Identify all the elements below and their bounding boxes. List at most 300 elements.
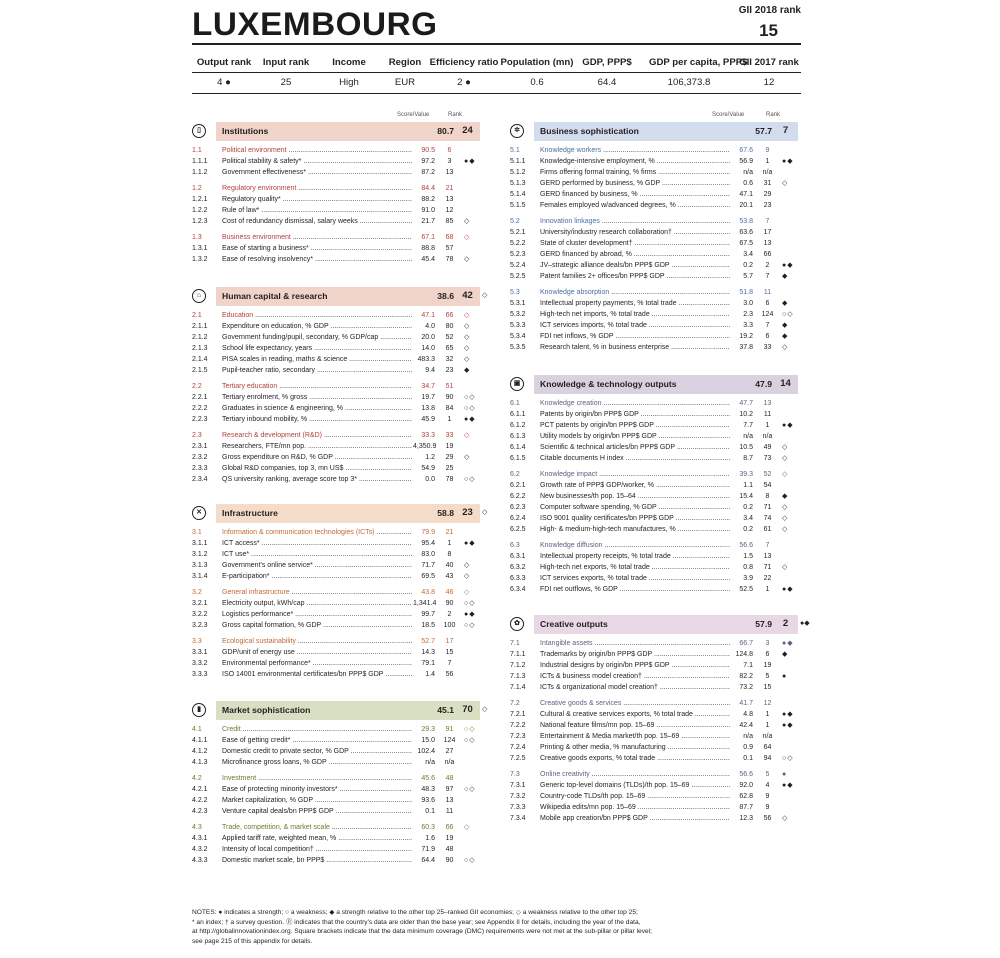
indicator-marker: ●◆	[782, 722, 794, 729]
indicator-row	[192, 735, 487, 746]
indicator-name: Mobile app creation/bn PPP$ GDP .....	[540, 813, 752, 824]
indicator-marker: ●◆	[782, 422, 794, 429]
indicator-rank: 66	[445, 824, 454, 831]
indicator-rank: n/a	[762, 169, 773, 176]
indicator-rank: 2	[765, 262, 770, 269]
indicator-rank: 56	[763, 815, 772, 822]
subpillar-row	[510, 638, 805, 649]
indicator-rank: 32	[445, 356, 454, 363]
indicator-row	[510, 156, 805, 167]
indicator-name: Patent families 2+ offices/bn PPP$ GDP .....	[540, 271, 752, 282]
left-score-header: Score/Value	[397, 112, 430, 118]
indicator-name: National feature films/mn pop. 15–69 .....	[540, 720, 752, 731]
pillar-rank: 23	[462, 507, 473, 518]
indicator-marker: ●◆	[782, 262, 794, 269]
indicator-rank: 74	[763, 515, 772, 522]
indicator-score: 99.7	[412, 609, 435, 620]
indicator-name: Government funding/pupil, secondary, % GDP/cap .....	[222, 332, 434, 343]
indicator-name: Government effectiveness* .....	[222, 167, 434, 178]
indicator-name: FDI net outflows, % GDP .....	[540, 584, 752, 595]
indicator-row	[192, 549, 487, 560]
indicator-name: Electricity output, kWh/cap .....	[222, 598, 434, 609]
indicator-row	[192, 658, 487, 669]
indicator-name: New businesses/th pop. 15–64 .....	[540, 491, 752, 502]
indicator-rank: 21	[445, 185, 454, 192]
indicator-code: 7.2.5	[510, 755, 526, 762]
indicator-rank: 13	[763, 553, 772, 560]
stat-value: 0.6	[530, 77, 544, 88]
indicator-rank: 51	[445, 383, 454, 390]
indicator-code: 1.1.1	[192, 158, 208, 165]
indicator-marker: ○◇	[464, 405, 476, 412]
indicator-row	[510, 513, 805, 524]
indicator-name: Trademarks by origin/bn PPP$ GDP .....	[540, 649, 752, 660]
indicator-marker: ●◆	[464, 158, 476, 165]
indicator-score: 88.2	[412, 194, 435, 205]
indicator-row	[192, 669, 487, 680]
indicator-rank: 1	[447, 540, 452, 547]
indicator-row	[510, 342, 805, 353]
indicator-rank: 12	[445, 207, 454, 214]
indicator-row	[510, 442, 805, 453]
indicator-marker: ○◇	[464, 726, 476, 733]
indicator-code: 2.1.5	[192, 367, 208, 374]
indicator-rank: 19	[445, 443, 454, 450]
indicator-rank: 13	[445, 169, 454, 176]
indicator-row	[510, 331, 805, 342]
indicator-rank: 11	[763, 289, 772, 296]
indicator-marker: ○◇	[464, 857, 476, 864]
indicator-code: 5.3.4	[510, 333, 526, 340]
indicator-code: 6.3.2	[510, 564, 526, 571]
indicator-marker: ◇	[464, 334, 471, 341]
indicator-marker: ●◆	[782, 640, 794, 647]
subpillar-row	[192, 145, 487, 156]
indicator-row	[510, 584, 805, 595]
infrastructure-icon: ✕	[192, 506, 206, 520]
indicator-marker: ◆	[782, 322, 789, 329]
indicator-score: 483.3	[412, 354, 435, 365]
subpillar-row	[510, 398, 805, 409]
indicator-name: ICT use* .....	[222, 549, 434, 560]
indicator-row	[510, 453, 805, 464]
indicator-row	[192, 254, 487, 265]
indicator-code: 6.1	[510, 400, 520, 407]
indicator-rank: 52	[445, 334, 454, 341]
indicator-marker: ◇	[782, 515, 789, 522]
indicator-name: Rule of law* .....	[222, 205, 434, 216]
indicator-name: Venture capital deals/bn PPP$ GDP .....	[222, 806, 434, 817]
indicator-code: 6.3.4	[510, 586, 526, 593]
indicator-row	[510, 731, 805, 742]
indicator-code: 2.3.1	[192, 443, 208, 450]
indicator-rank: 9	[765, 147, 770, 154]
indicator-code: 3.2.3	[192, 622, 208, 629]
indicator-score: 90.5	[412, 145, 435, 156]
indicator-rank: 31	[763, 180, 772, 187]
indicator-rank: 7	[765, 542, 770, 549]
subpillar-row	[510, 698, 805, 709]
indicator-row	[192, 194, 487, 205]
indicator-name: Firms offering formal training, % firms .....	[540, 167, 752, 178]
indicator-rank: 97	[445, 786, 454, 793]
indicator-name: E-participation* .....	[222, 571, 434, 582]
indicator-code: 6.2.5	[510, 526, 526, 533]
indicator-row	[510, 742, 805, 753]
indicator-row	[192, 441, 487, 452]
indicator-score: 97.2	[412, 156, 435, 167]
subpillar-row	[510, 145, 805, 156]
indicator-row	[510, 431, 805, 442]
indicator-rank: 6	[765, 300, 770, 307]
indicator-rank: 90	[445, 857, 454, 864]
pillar-score: 57.9	[755, 619, 772, 629]
stat-value: EUR	[394, 77, 416, 88]
indicator-score: 15.0	[412, 735, 435, 746]
indicator-marker: ◆	[782, 300, 789, 307]
indicator-row	[192, 414, 487, 425]
indicator-code: 7.1.2	[510, 662, 526, 669]
indicator-marker: ◇	[782, 455, 789, 462]
indicator-code: 3.2	[192, 589, 202, 596]
indicator-rank: 3	[447, 158, 452, 165]
indicator-code: 7.3.1	[510, 782, 526, 789]
indicator-rank: 40	[445, 562, 454, 569]
indicator-name: Wikipedia edits/mn pop. 15–69 .....	[540, 802, 752, 813]
indicator-score: 37.8	[730, 342, 753, 353]
pillar-rank: 70	[462, 704, 473, 715]
indicator-code: 5.1.4	[510, 191, 526, 198]
indicator-row	[192, 746, 487, 757]
stat-label: GDP, PPP$	[582, 57, 632, 68]
indicator-name: Political stability & safety* .....	[222, 156, 434, 167]
indicator-score: 29.3	[412, 724, 435, 735]
indicator-rank: n/a	[762, 733, 773, 740]
indicator-rank: 66	[445, 312, 454, 319]
indicator-name: ICT access* .....	[222, 538, 434, 549]
indicator-code: 5.1.1	[510, 158, 526, 165]
indicator-name: Females employed w/advanced degrees, % .....	[540, 200, 752, 211]
indicator-score: 60.3	[412, 822, 435, 833]
indicator-rank: 12	[763, 700, 772, 707]
indicator-code: 1.1.2	[192, 169, 208, 176]
indicator-row	[510, 813, 805, 824]
indicator-rank: 13	[445, 196, 454, 203]
indicator-name: Industrial designs by origin/bn PPP$ GDP .....	[540, 660, 752, 671]
pillar-header	[510, 615, 810, 634]
indicator-rank: 68	[445, 234, 454, 241]
subpillar-row	[192, 822, 487, 833]
stat-value: 64.4	[597, 77, 617, 88]
indicator-rank: 19	[445, 835, 454, 842]
indicator-score: 124.8	[730, 649, 753, 660]
indicator-code: 5.3.2	[510, 311, 526, 318]
indicator-rank: 1	[765, 711, 770, 718]
indicator-score: 52.5	[730, 584, 753, 595]
indicator-row	[510, 780, 805, 791]
indicator-name: Microfinance gross loans, % GDP .....	[222, 757, 434, 768]
indicator-code: 3.1.4	[192, 573, 208, 580]
indicator-score: n/a	[730, 167, 753, 178]
indicator-name: Country-code TLDs/th pop. 15–69 .....	[540, 791, 752, 802]
indicator-name: FDI net inflows, % GDP .....	[540, 331, 752, 342]
indicator-code: 6.2.2	[510, 493, 526, 500]
indicator-row	[192, 609, 487, 620]
indicator-score: 0.2	[730, 260, 753, 271]
indicator-rank: 94	[763, 755, 772, 762]
indicator-score: 62.8	[730, 791, 753, 802]
indicator-row	[510, 189, 805, 200]
indicator-code: 5.1	[510, 147, 520, 154]
indicator-rank: 6	[765, 333, 770, 340]
indicator-name: Domestic credit to private sector, % GDP .....	[222, 746, 434, 757]
indicator-name: ICT services exports, % total trade .....	[540, 573, 752, 584]
indicator-row	[510, 249, 805, 260]
pillar-rank: 7	[782, 125, 789, 136]
indicator-code: 2.3.3	[192, 465, 208, 472]
indicator-row	[192, 205, 487, 216]
indicator-row	[510, 791, 805, 802]
indicator-row	[192, 354, 487, 365]
indicator-row	[192, 343, 487, 354]
indicator-code: 4.1.3	[192, 759, 208, 766]
indicator-code: 7.3.3	[510, 804, 526, 811]
indicator-marker: ○◇	[464, 622, 476, 629]
gii-rank-label: GII 2018 rank	[738, 5, 801, 16]
indicator-name: Creative goods exports, % total trade .....	[540, 753, 752, 764]
indicator-marker: ○◇	[464, 394, 476, 401]
indicator-name: GERD financed by business, % .....	[540, 189, 752, 200]
indicator-row	[510, 802, 805, 813]
indicator-rank: 78	[445, 476, 454, 483]
stat-label: Input rank	[262, 57, 310, 68]
indicator-score: 45.6	[412, 773, 435, 784]
indicator-score: 73.2	[730, 682, 753, 693]
title-rule	[192, 43, 801, 45]
indicator-score: 9.4	[412, 365, 435, 376]
indicator-score: 14.0	[412, 343, 435, 354]
stat-value: 25	[280, 77, 292, 88]
indicator-score: 63.6	[730, 227, 753, 238]
indicator-code: 3.2.2	[192, 611, 208, 618]
indicator-name: Researchers, FTE/mn pop. .....	[222, 441, 434, 452]
indicator-code: 2.3.2	[192, 454, 208, 461]
right-score-header: Score/Value	[712, 112, 745, 118]
indicator-row	[510, 260, 805, 271]
indicator-rank: 9	[765, 793, 770, 800]
indicator-code: 6.3.1	[510, 553, 526, 560]
indicator-rank: 48	[445, 775, 454, 782]
indicator-score: 41.7	[730, 698, 753, 709]
indicator-name: Government's online service* .....	[222, 560, 434, 571]
indicator-score: 56.6	[730, 769, 753, 780]
indicator-name: Market capitalization, % GDP .....	[222, 795, 434, 806]
indicator-row	[192, 647, 487, 658]
indicator-score: 10.2	[730, 409, 753, 420]
indicator-row	[510, 491, 805, 502]
subpillar-row	[192, 527, 487, 538]
right-rank-header: Rank	[766, 112, 781, 118]
pillar-score: 47.9	[755, 379, 772, 389]
indicator-name: Expenditure on education, % GDP .....	[222, 321, 434, 332]
indicator-rank: 3	[765, 640, 770, 647]
indicator-score: 0.9	[730, 742, 753, 753]
indicator-marker: ◇	[782, 526, 789, 533]
indicator-row	[510, 682, 805, 693]
indicator-score: 82.2	[730, 671, 753, 682]
indicator-rank: 29	[763, 191, 772, 198]
indicator-name: Printing & other media, % manufacturing .....	[540, 742, 752, 753]
indicator-rank: 78	[445, 256, 454, 263]
indicator-marker: ◆	[464, 367, 471, 374]
indicator-marker: ◇	[782, 180, 789, 187]
indicator-rank: 8	[447, 551, 452, 558]
indicator-name: Cultural & creative services exports, % total trade .....	[540, 709, 752, 720]
pillar-header	[192, 701, 488, 720]
indicator-code: 3.3	[192, 638, 202, 645]
indicator-name: Tertiary inbound mobility, % .....	[222, 414, 434, 425]
stat-value: 12	[763, 77, 775, 88]
stat-label: Population (mn)	[500, 57, 574, 68]
indicator-rank: 13	[763, 400, 772, 407]
pillar-name: Institutions	[222, 126, 269, 136]
indicator-name: Ease of getting credit* .....	[222, 735, 434, 746]
indicator-code: 2.2.1	[192, 394, 208, 401]
indicator-name: Domestic market scale, bn PPP$ .....	[222, 855, 434, 866]
indicator-rank: 71	[763, 504, 772, 511]
indicator-marker: ●◆	[464, 540, 476, 547]
indicator-marker: ○◇	[464, 600, 476, 607]
indicator-row	[192, 365, 487, 376]
indicator-name: High- & medium-high-tech manufactures, % .....	[540, 524, 752, 535]
indicator-rank: 21	[445, 529, 454, 536]
indicator-marker: ◇	[782, 344, 789, 351]
indicator-marker: ○◇	[464, 786, 476, 793]
indicator-marker: ●◆	[782, 711, 794, 718]
indicator-code: 2.1.2	[192, 334, 208, 341]
indicator-code: 4.1.2	[192, 748, 208, 755]
indicator-score: 95.4	[412, 538, 435, 549]
indicator-code: 2.2.2	[192, 405, 208, 412]
indicator-name: Tertiary enrolment, % gross .....	[222, 392, 434, 403]
indicator-name: Applied tariff rate, weighted mean, % .....	[222, 833, 434, 844]
indicator-code: 7.3.4	[510, 815, 526, 822]
indicator-score: 19.7	[412, 392, 435, 403]
stat-value: 2 ●	[457, 77, 471, 88]
indicator-name: Information & communication technologies (ICTs) .....	[222, 527, 434, 538]
indicator-rank: 7	[765, 273, 770, 280]
indicator-score: 13.8	[412, 403, 435, 414]
indicator-score: 47.1	[412, 310, 435, 321]
indicator-score: 20.1	[730, 200, 753, 211]
indicator-name: Ecological sustainability .....	[222, 636, 434, 647]
indicator-name: Knowledge creation .....	[540, 398, 752, 409]
pillar-score: 58.8	[437, 508, 454, 518]
indicator-score: 3.9	[730, 573, 753, 584]
indicator-rank: 61	[763, 526, 772, 533]
indicator-code: 4.2	[192, 775, 202, 782]
indicator-rank: 29	[445, 454, 454, 461]
subpillar-row	[192, 232, 487, 243]
indicator-name: Investment .....	[222, 773, 434, 784]
pillar-name: Creative outputs	[540, 619, 608, 629]
indicator-row	[510, 502, 805, 513]
indicator-name: High-tech net exports, % total trade .....	[540, 562, 752, 573]
indicator-marker: ●◆	[782, 586, 794, 593]
indicator-score: 7.7	[730, 420, 753, 431]
indicator-score: 71.7	[412, 560, 435, 571]
indicator-marker: ●◆	[782, 782, 794, 789]
indicator-row	[510, 178, 805, 189]
indicator-marker: ◆	[782, 493, 789, 500]
indicator-rank: 17	[445, 638, 454, 645]
notes-line-2: * an index; † a survey question. Ⓡ indicates that the country's data are older than the base year; see Appendix II for details, including the year of the data,	[192, 918, 641, 926]
indicator-name: JV–strategic alliance deals/bn PPP$ GDP .....	[540, 260, 752, 271]
pillar-header	[510, 375, 798, 394]
indicator-name: Growth rate of PPP$ GDP/worker, % .....	[540, 480, 752, 491]
indicator-name: ICT services imports, % total trade .....	[540, 320, 752, 331]
subpillar-row	[192, 183, 487, 194]
indicator-name: ISO 9001 quality certificates/bn PPP$ GDP .....	[540, 513, 752, 524]
indicator-code: 4.3	[192, 824, 202, 831]
indicator-marker: ◇	[782, 504, 789, 511]
indicator-name: Online creativity .....	[540, 769, 752, 780]
indicator-score: 1.4	[412, 669, 435, 680]
indicator-code: 2.2	[192, 383, 202, 390]
pillar-header	[192, 287, 488, 306]
indicator-rank: 17	[763, 229, 772, 236]
indicator-row	[510, 200, 805, 211]
indicator-score: 56.6	[730, 540, 753, 551]
indicator-rank: 1	[765, 158, 770, 165]
indicator-row	[192, 620, 487, 631]
indicator-code: 7.2.4	[510, 744, 526, 751]
indicator-code: 4.2.3	[192, 808, 208, 815]
indicator-score: 1,341.4	[413, 600, 437, 607]
indicator-row	[510, 709, 805, 720]
indicator-score: 45.9	[412, 414, 435, 425]
indicator-name: Intellectual property payments, % total trade .....	[540, 298, 752, 309]
indicator-name: Ease of protecting minority investors* .....	[222, 784, 434, 795]
indicator-score: 43.8	[412, 587, 435, 598]
indicator-marker: ◇	[782, 444, 789, 451]
indicator-code: 1.2	[192, 185, 202, 192]
indicator-marker: ●	[782, 771, 788, 778]
indicator-name: Scientific & technical articles/bn PPP$ GDP .....	[540, 442, 752, 453]
indicator-marker: ◇	[464, 824, 471, 831]
indicator-marker: ◇	[782, 471, 789, 478]
indicator-marker: ◆	[782, 273, 789, 280]
indicator-name: Innovation linkages .....	[540, 216, 752, 227]
indicator-score: 12.3	[730, 813, 753, 824]
indicator-name: Business environment .....	[222, 232, 434, 243]
indicator-name: Education .....	[222, 310, 434, 321]
subpillar-row	[510, 287, 805, 298]
indicator-name: General infrastructure .....	[222, 587, 434, 598]
indicator-code: 2.1.1	[192, 323, 208, 330]
business-icon: ✲	[510, 124, 524, 138]
indicator-rank: 27	[445, 748, 454, 755]
indicator-code: 7.2.2	[510, 722, 526, 729]
indicator-score: 91.0	[412, 205, 435, 216]
indicator-name: Knowledge absorption .....	[540, 287, 752, 298]
pillar-marker: ◇	[482, 292, 488, 299]
indicator-score: 33.3	[412, 430, 435, 441]
indicator-rank: 43	[445, 573, 454, 580]
indicator-rank: 7	[447, 660, 452, 667]
indicator-score: 69.5	[412, 571, 435, 582]
pillar-score: 80.7	[437, 126, 454, 136]
